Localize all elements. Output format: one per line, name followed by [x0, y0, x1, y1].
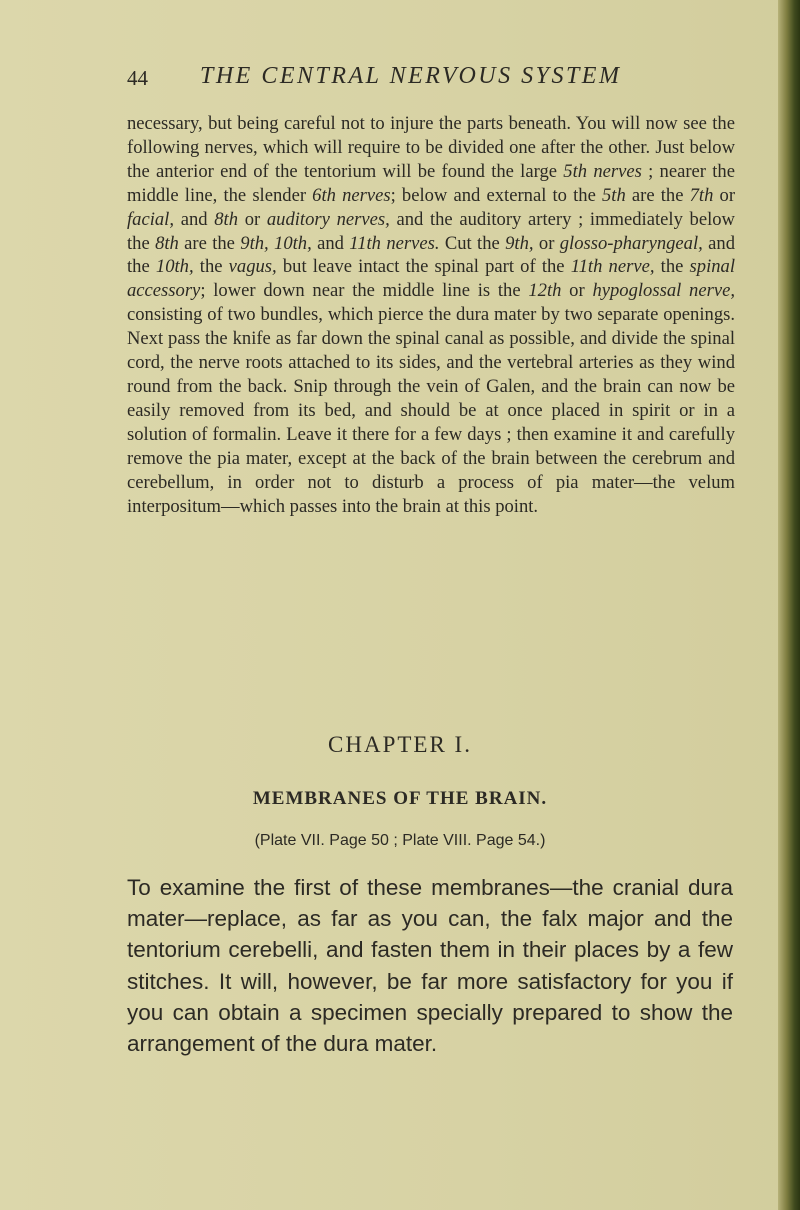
italic-term: 8th	[155, 232, 179, 254]
chapter-title: MEMBRANES OF THE BRAIN.	[252, 788, 548, 809]
text-run: or	[238, 208, 267, 230]
text-run: the	[654, 256, 690, 278]
italic-term: 8th	[214, 208, 238, 230]
italic-term: 9th, 10th,	[240, 232, 312, 254]
text-run: or	[561, 280, 593, 302]
text-run: consisting of two bundles, which pierce the dura mater by two separate openings. Next pass the knife as far down the spinal canal as possible, and divide the spinal cord, the nerve roots attached to its sides, and the vertebral arteries as they wind round from the back. Snip through the vein of Galen, and the brain can now be easily removed from its bed, and should be at once placed in spirit or in a solution of formalin. Leave it there for a few days ; then examine it and carefully remove the pia mater, except at the back of the brain between the cerebrum and cerebellum, in order not to disturb a process of pia mater—the velum interpositum—which passes into the brain at this point.	[127, 304, 735, 517]
text-run: ; lower down near the middle line is the	[200, 280, 529, 302]
italic-term: 11th nerve,	[570, 256, 655, 278]
italic-term: 11th nerves.	[349, 232, 440, 254]
text-run: and	[311, 232, 350, 254]
text-run: and the auditory artery ; immediately below the	[127, 208, 735, 254]
page-header	[0, 63, 800, 96]
text-run: are the	[625, 184, 690, 206]
italic-term: 6th nerves	[312, 184, 391, 206]
text-run: Cut the	[439, 232, 506, 254]
page-number: 44	[127, 66, 148, 90]
italic-term: 9th,	[505, 232, 534, 254]
italic-term: 12th	[528, 280, 562, 302]
chapter-heading: CHAPTER I.	[328, 732, 472, 757]
italic-term: auditory nerves,	[266, 208, 390, 230]
body-paragraph	[127, 112, 735, 518]
text-run: are the	[178, 232, 241, 254]
italic-term: spinal accessory	[127, 256, 735, 302]
text-run: ; nearer the middle line, the slender	[127, 160, 735, 206]
italic-term: 10th,	[155, 256, 194, 278]
text-run: necessary, but being careful not to injure the parts beneath. You will now see the following nerves, which will require to be divided one after the other. Just below the anterior end of the tentorium will be found the large	[127, 113, 735, 182]
italic-term: facial,	[127, 208, 174, 230]
text-run: or	[713, 184, 736, 206]
italic-term: 7th	[689, 184, 714, 206]
italic-term: hypoglossal nerve,	[592, 280, 735, 302]
intro-paragraph: To examine the first of these membranes—the cranial dura mater—replace, as far as you can, the falx major and the tentorium cerebelli, and fasten them in their places by a few stitches. It will, however, be far more satisfactory for you if you can obtain a specimen specially prepared to show the arrangement of the dura mater.	[127, 875, 733, 1057]
italic-term: 5th nerves	[563, 160, 642, 182]
italic-term: 5th	[601, 184, 626, 206]
running-title: THE CENTRAL NERVOUS SYSTEM	[200, 63, 622, 89]
text-run: ; below and external to the	[390, 184, 602, 206]
italic-term: vagus,	[228, 256, 277, 278]
italic-term: glosso-pharyngeal,	[559, 232, 703, 254]
text-run: and	[174, 208, 215, 230]
text-run: or	[533, 232, 560, 254]
text-run: but leave intact the spinal part of the	[276, 256, 571, 278]
text-run: and the	[127, 232, 735, 278]
text-run: the	[193, 256, 229, 278]
plate-reference: (Plate VII. Page 50 ; Plate VIII. Page 54.)	[254, 832, 546, 849]
book-spine-edge	[778, 0, 800, 1210]
